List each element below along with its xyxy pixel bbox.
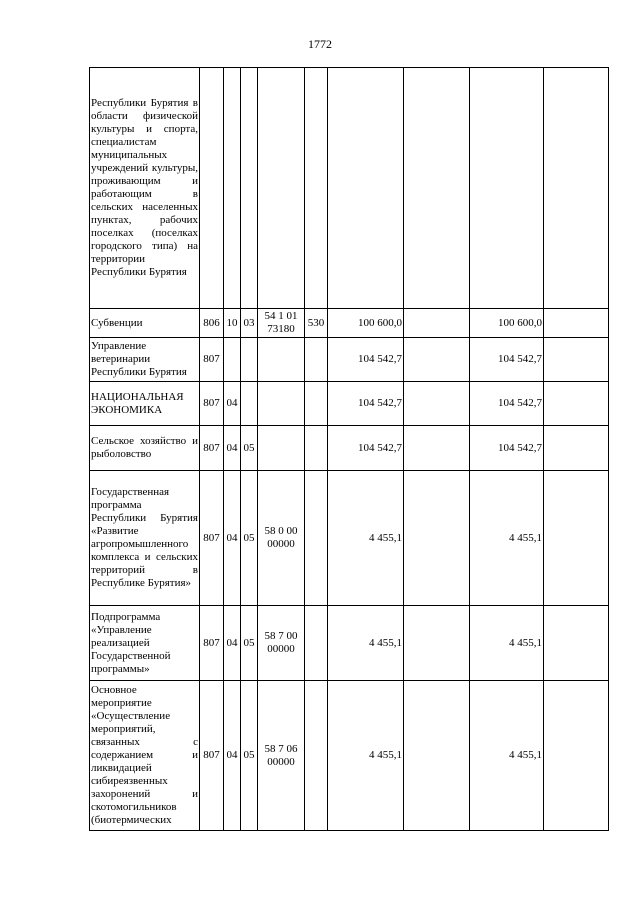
row-name-cell: Республики Бурятия в области физической культуры и спорта, специалистам муниципальных учреждений культуры, проживающим и работающим в сельских населенных пунктах, рабочих поселках (поселках городского типа) на территории Республики Бурятия bbox=[90, 68, 200, 309]
sum-total-cell: 4 455,1 bbox=[328, 606, 404, 681]
target-article-cell: 58 7 06 00000 bbox=[258, 681, 305, 831]
subsection-cell: 05 bbox=[241, 426, 258, 471]
row-name-cell: Сельское хозяйство и рыболовство bbox=[90, 426, 200, 471]
subsection-cell: 05 bbox=[241, 606, 258, 681]
table-row bbox=[90, 309, 609, 338]
section-cell: 04 bbox=[224, 681, 241, 831]
grbs-cell: 807 bbox=[200, 338, 224, 382]
sum-federal-cell bbox=[404, 681, 470, 831]
sum-total-cell: 4 455,1 bbox=[328, 471, 404, 606]
table-row bbox=[90, 338, 609, 382]
section-cell: 04 bbox=[224, 382, 241, 426]
sum-republic-cell: 4 455,1 bbox=[470, 471, 544, 606]
target-article-cell: 58 7 00 00000 bbox=[258, 606, 305, 681]
sum-republic-cell: 4 455,1 bbox=[470, 681, 544, 831]
sum-federal-cell bbox=[404, 309, 470, 338]
table-row bbox=[90, 382, 609, 426]
sum-federal-cell bbox=[404, 606, 470, 681]
sum-total-cell bbox=[328, 68, 404, 309]
sum-republic-cell: 4 455,1 bbox=[470, 606, 544, 681]
subsection-cell bbox=[241, 68, 258, 309]
subsection-cell: 05 bbox=[241, 471, 258, 606]
sum-federal-cell bbox=[404, 471, 470, 606]
table-row bbox=[90, 471, 609, 606]
sum-republic-cell bbox=[470, 68, 544, 309]
table-row bbox=[90, 681, 609, 831]
sum-total-cell: 104 542,7 bbox=[328, 382, 404, 426]
sum-republic-cell: 104 542,7 bbox=[470, 338, 544, 382]
page-number: 1772 bbox=[308, 37, 332, 51]
table-row bbox=[90, 606, 609, 681]
grbs-cell bbox=[200, 68, 224, 309]
row-name-cell: Подпрограмма «Управление реализацией Государственной программы» bbox=[90, 606, 200, 681]
expense-type-cell bbox=[305, 338, 328, 382]
target-article-cell bbox=[258, 426, 305, 471]
table-row bbox=[90, 68, 609, 309]
sum-other-cell bbox=[544, 606, 609, 681]
sum-federal-cell bbox=[404, 338, 470, 382]
budget-table bbox=[89, 67, 609, 831]
expense-type-cell: 530 bbox=[305, 309, 328, 338]
sum-total-cell: 100 600,0 bbox=[328, 309, 404, 338]
sum-total-cell: 104 542,7 bbox=[328, 338, 404, 382]
sum-republic-cell: 104 542,7 bbox=[470, 426, 544, 471]
sum-other-cell bbox=[544, 338, 609, 382]
row-name-cell: Основное мероприятие «Осуществление мероприятий, связанных с содержанием и ликвидацией сибиреязвенных захоронений и скотомогильников (биотермических bbox=[90, 681, 200, 831]
target-article-cell bbox=[258, 338, 305, 382]
sum-republic-cell: 100 600,0 bbox=[470, 309, 544, 338]
sum-federal-cell bbox=[404, 68, 470, 309]
section-cell: 04 bbox=[224, 471, 241, 606]
subsection-cell bbox=[241, 382, 258, 426]
sum-other-cell bbox=[544, 382, 609, 426]
subsection-cell: 03 bbox=[241, 309, 258, 338]
sum-federal-cell bbox=[404, 426, 470, 471]
row-name-cell: Субвенции bbox=[90, 309, 200, 338]
section-cell: 04 bbox=[224, 426, 241, 471]
section-cell: 10 bbox=[224, 309, 241, 338]
expense-type-cell bbox=[305, 68, 328, 309]
subsection-cell: 05 bbox=[241, 681, 258, 831]
expense-type-cell bbox=[305, 606, 328, 681]
sum-other-cell bbox=[544, 68, 609, 309]
section-cell bbox=[224, 68, 241, 309]
target-article-cell: 54 1 01 73180 bbox=[258, 309, 305, 338]
target-article-cell bbox=[258, 382, 305, 426]
sum-other-cell bbox=[544, 681, 609, 831]
target-article-cell: 58 0 00 00000 bbox=[258, 471, 305, 606]
section-cell: 04 bbox=[224, 606, 241, 681]
row-name-cell: Управление ветеринарии Республики Бурятия bbox=[90, 338, 200, 382]
grbs-cell: 807 bbox=[200, 382, 224, 426]
sum-total-cell: 4 455,1 bbox=[328, 681, 404, 831]
section-cell bbox=[224, 338, 241, 382]
sum-republic-cell: 104 542,7 bbox=[470, 382, 544, 426]
table-row bbox=[90, 426, 609, 471]
sum-other-cell bbox=[544, 309, 609, 338]
grbs-cell: 806 bbox=[200, 309, 224, 338]
expense-type-cell bbox=[305, 426, 328, 471]
sum-other-cell bbox=[544, 426, 609, 471]
grbs-cell: 807 bbox=[200, 606, 224, 681]
row-name-cell: Государственная программа Республики Бурятия «Развитие агропромышленного комплекса и сельских территорий в Республике Бурятия» bbox=[90, 471, 200, 606]
subsection-cell bbox=[241, 338, 258, 382]
grbs-cell: 807 bbox=[200, 681, 224, 831]
sum-total-cell: 104 542,7 bbox=[328, 426, 404, 471]
sum-federal-cell bbox=[404, 382, 470, 426]
expense-type-cell bbox=[305, 382, 328, 426]
grbs-cell: 807 bbox=[200, 471, 224, 606]
expense-type-cell bbox=[305, 471, 328, 606]
sum-other-cell bbox=[544, 471, 609, 606]
expense-type-cell bbox=[305, 681, 328, 831]
grbs-cell: 807 bbox=[200, 426, 224, 471]
target-article-cell bbox=[258, 68, 305, 309]
row-name-cell: НАЦИОНАЛЬНАЯ ЭКОНОМИКА bbox=[90, 382, 200, 426]
